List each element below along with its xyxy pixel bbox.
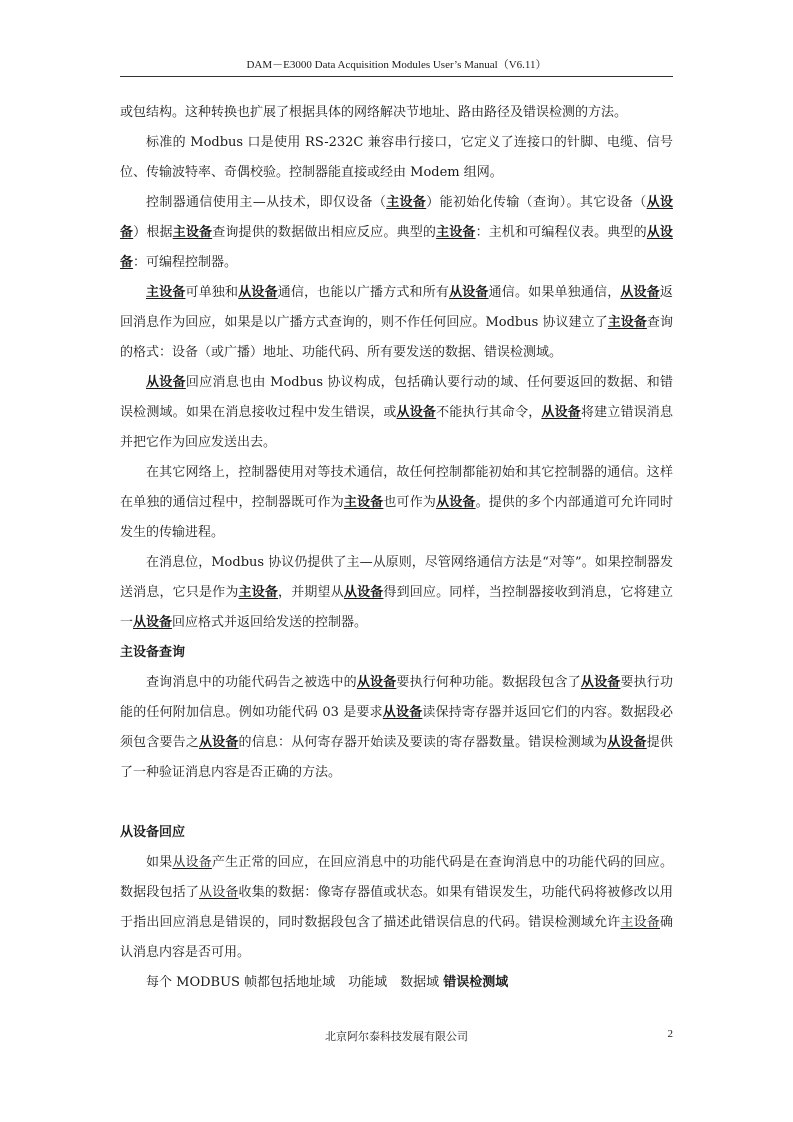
section-master-query-body: [120, 668, 673, 788]
page-footer: [120, 1028, 673, 1044]
page-header: [120, 56, 673, 77]
section-gap: [120, 788, 673, 818]
term-underlined-bold: 从设备: [396, 405, 437, 420]
paragraph: 控制器通信使用主—从技术，即仅设备（主设备）能初始化传输（查询）。其它设备（从设备）根据主设备查询提供的数据做出相应反应。典型的主设备：主机和可编程仪表。典型的从设备：可编程控制器。: [120, 195, 673, 270]
document-body: [120, 98, 673, 998]
term-underlined-bold: 主设备: [607, 315, 647, 330]
paragraph: 标准的 Modbus 口是使用 RS-232C 兼容串行接口，它定义了连接口的针脚、电缆、信号位、传输波特率、奇偶校验。控制器能直接或经由 Modem 组网。: [120, 135, 673, 180]
term-underlined-bold: 从设备: [382, 705, 423, 720]
term-underlined-bold: 从设备: [436, 495, 476, 510]
footer-company: 北京阿尔泰科技发展有限公司: [325, 1031, 468, 1043]
term-underlined: 从设备: [172, 855, 212, 870]
intro-paragraphs: [120, 98, 673, 638]
paragraph: 或包结构。这种转换也扩展了根据具体的网络解决节地址、路由路径及错误检测的方法。: [120, 105, 628, 120]
term-underlined-bold: 主设备: [238, 585, 279, 600]
paragraph: 在其它网络上，控制器使用对等技术通信，故任何控制都能初始和其它控制器的通信。这样在单独的通信过程中，控制器既可作为主设备也可作为从设备。提供的多个内部通道可允许同时发生的传输进程。: [120, 465, 673, 540]
frame-fields-bold: 错误检测域: [443, 975, 509, 990]
term-underlined: 从设备: [199, 885, 239, 900]
term-underlined-bold: 从设备: [133, 615, 173, 630]
term-underlined-bold: 主设备: [172, 225, 213, 240]
term-underlined-bold: 从设备: [199, 735, 239, 750]
term-underlined-bold: 从设备: [146, 375, 186, 390]
term-underlined: 主设备: [620, 915, 660, 930]
term-underlined-bold: 主设备: [436, 225, 476, 240]
term-underlined-bold: 从设备: [620, 285, 660, 300]
term-underlined-bold: 从设备: [356, 675, 397, 690]
frame-fields-line: [120, 968, 673, 998]
frame-fields-prefix: 每个 MODBUS 帧都包括地址域 功能域 数据域: [146, 975, 440, 990]
paragraph: 如果从设备产生正常的回应，在回应消息中的功能代码是在查询消息中的功能代码的回应。数据段包括了从设备收集的数据：像寄存器值或状态。如果有错误发生，功能代码将被修改以用于指出回应消息是错误的，同时数据段包含了描述此错误信息的代码。错误检测域允许主设备确认消息内容是否可用。: [120, 855, 673, 960]
term-underlined-bold: 主设备: [343, 495, 384, 510]
section-heading-slave-response: 从设备回应: [120, 825, 186, 840]
term-underlined-bold: 从设备: [120, 225, 673, 270]
paragraph: 在消息位，Modbus 协议仍提供了主—从原则，尽管网络通信方法是“对等”。如果控制器发送消息，它只是作为主设备，并期望从从设备得到回应。同样，当控制器接收到消息，它将建立一从设备回应格式并返回给发送的控制器。: [120, 555, 673, 630]
term-underlined-bold: 从设备: [120, 195, 673, 240]
term-underlined-bold: 从设备: [343, 585, 384, 600]
term-underlined-bold: 从设备: [238, 285, 278, 300]
term-underlined-bold: 从设备: [449, 285, 489, 300]
paragraph: 主设备可单独和从设备通信，也能以广播方式和所有从设备通信。如果单独通信，从设备返回消息作为回应，如果是以广播方式查询的，则不作任何回应。Modbus 协议建立了主设备查询的格式：设备（或广播）地址、功能代码、所有要发送的数据、错误检测域。: [120, 285, 673, 360]
paragraph: 从设备回应消息也由 Modbus 协议构成，包括确认要行动的域、任何要返回的数据、和错误检测域。如果在消息接收过程中发生错误，或从设备不能执行其命令，从设备将建立错误消息并把它作为回应发送出去。: [120, 375, 673, 450]
term-underlined-bold: 从设备: [607, 735, 647, 750]
term-underlined-bold: 从设备: [541, 405, 581, 420]
paragraph: 查询消息中的功能代码告之被选中的从设备要执行何种功能。数据段包含了从设备要执行功能的任何附加信息。例如功能代码 03 是要求从设备读保持寄存器并返回它们的内容。数据段必须包含要告之从设备的信息：从何寄存器开始读及要读的寄存器数量。错误检测域为从设备提供了一种验证消息内容是否正确的方法。: [120, 675, 673, 780]
header-title: DAM－E3000 Data Acquisition Modules User’s Manual（V6.11）: [246, 59, 547, 71]
section-slave-response-body: [120, 848, 673, 968]
term-underlined-bold: 主设备: [386, 195, 427, 210]
page-number: 2: [667, 1028, 673, 1040]
section-heading-master-query: 主设备查询: [120, 645, 186, 660]
term-underlined-bold: 主设备: [146, 285, 186, 300]
term-underlined-bold: 从设备: [580, 675, 621, 690]
